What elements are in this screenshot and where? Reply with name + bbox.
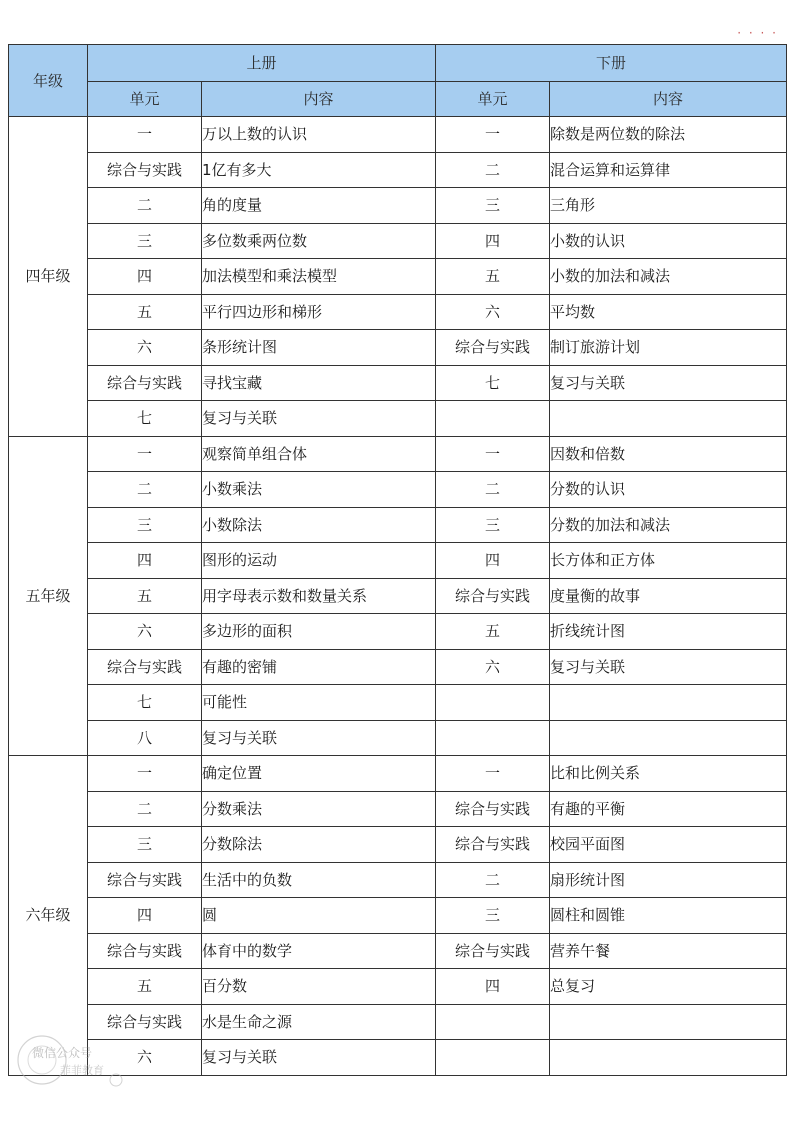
lower-content-cell: 有趣的平衡 — [550, 791, 787, 827]
upper-content-cell: 复习与关联 — [202, 1040, 436, 1076]
table-row — [9, 223, 787, 259]
upper-unit-cell: 二 — [88, 791, 202, 827]
lower-unit-cell: 三 — [436, 898, 550, 934]
lower-content-cell: 度量衡的故事 — [550, 578, 787, 614]
table-row — [9, 614, 787, 650]
curriculum-table — [8, 44, 787, 1076]
lower-unit-cell — [436, 720, 550, 756]
lower-content-cell: 分数的认识 — [550, 472, 787, 508]
lower-unit-header: 单元 — [436, 82, 550, 117]
upper-unit-cell: 综合与实践 — [88, 649, 202, 685]
upper-content-cell: 观察简单组合体 — [202, 436, 436, 472]
lower-content-cell: 小数的加法和减法 — [550, 259, 787, 295]
lower-content-cell: 总复习 — [550, 969, 787, 1005]
upper-unit-cell: 五 — [88, 969, 202, 1005]
watermark-line-1: 微信公众号 — [32, 1046, 93, 1060]
lower-unit-cell: 五 — [436, 259, 550, 295]
lower-content-cell: 平均数 — [550, 294, 787, 330]
lower-content-cell — [550, 1040, 787, 1076]
lower-unit-cell: 一 — [436, 117, 550, 153]
lower-unit-cell: 五 — [436, 614, 550, 650]
upper-unit-cell: 六 — [88, 330, 202, 366]
lower-unit-cell: 四 — [436, 223, 550, 259]
upper-unit-cell: 七 — [88, 401, 202, 437]
watermark-line-2: 菲菲教育 — [60, 1064, 104, 1077]
upper-unit-cell: 一 — [88, 436, 202, 472]
upper-unit-cell: 五 — [88, 578, 202, 614]
grade-label: 六年级 — [9, 756, 88, 1076]
upper-unit-cell: 三 — [88, 827, 202, 863]
lower-unit-cell: 二 — [436, 152, 550, 188]
lower-unit-cell: 六 — [436, 294, 550, 330]
upper-content-cell: 复习与关联 — [202, 401, 436, 437]
upper-unit-cell: 七 — [88, 685, 202, 721]
table-row — [9, 365, 787, 401]
table-row — [9, 898, 787, 934]
table-row — [9, 507, 787, 543]
table-row — [9, 401, 787, 437]
upper-unit-cell: 二 — [88, 188, 202, 224]
lower-unit-cell — [436, 1040, 550, 1076]
lower-content-cell: 圆柱和圆锥 — [550, 898, 787, 934]
upper-content-cell: 1亿有多大 — [202, 152, 436, 188]
lower-unit-cell: 综合与实践 — [436, 578, 550, 614]
lower-unit-cell: 综合与实践 — [436, 933, 550, 969]
upper-content-cell: 水是生命之源 — [202, 1004, 436, 1040]
upper-content-cell: 生活中的负数 — [202, 862, 436, 898]
lower-content-cell — [550, 720, 787, 756]
lower-unit-cell: 二 — [436, 472, 550, 508]
upper-unit-cell: 五 — [88, 294, 202, 330]
upper-content-cell: 平行四边形和梯形 — [202, 294, 436, 330]
upper-content-cell: 小数乘法 — [202, 472, 436, 508]
lower-content-cell: 比和比例关系 — [550, 756, 787, 792]
upper-unit-cell: 综合与实践 — [88, 152, 202, 188]
upper-unit-cell: 四 — [88, 259, 202, 295]
upper-unit-header: 单元 — [88, 82, 202, 117]
table-row — [9, 294, 787, 330]
table-row — [9, 188, 787, 224]
lower-unit-cell: 综合与实践 — [436, 827, 550, 863]
lower-content-cell: 三角形 — [550, 188, 787, 224]
table-row — [9, 117, 787, 153]
table-header — [9, 45, 787, 117]
lower-content-cell — [550, 1004, 787, 1040]
upper-content-cell: 可能性 — [202, 685, 436, 721]
upper-unit-cell: 综合与实践 — [88, 365, 202, 401]
upper-content-header: 内容 — [202, 82, 436, 117]
upper-content-cell: 有趣的密铺 — [202, 649, 436, 685]
table-row — [9, 578, 787, 614]
lower-unit-cell — [436, 685, 550, 721]
table-body — [9, 117, 787, 1076]
lower-unit-cell: 三 — [436, 188, 550, 224]
grade-header: 年级 — [9, 45, 88, 117]
lower-content-cell: 校园平面图 — [550, 827, 787, 863]
lower-unit-cell: 七 — [436, 365, 550, 401]
lower-unit-cell: 六 — [436, 649, 550, 685]
lower-unit-cell: 三 — [436, 507, 550, 543]
upper-unit-cell: 二 — [88, 472, 202, 508]
table-row — [9, 259, 787, 295]
lower-content-cell: 制订旅游计划 — [550, 330, 787, 366]
lower-unit-cell: 综合与实践 — [436, 330, 550, 366]
lower-unit-cell: 二 — [436, 862, 550, 898]
table-row — [9, 933, 787, 969]
table-row — [9, 152, 787, 188]
lower-content-cell: 分数的加法和减法 — [550, 507, 787, 543]
lower-unit-cell — [436, 401, 550, 437]
lower-volume-header: 下册 — [436, 45, 787, 82]
table-row — [9, 827, 787, 863]
grade-label: 五年级 — [9, 436, 88, 756]
table-row — [9, 685, 787, 721]
lower-content-cell: 营养午餐 — [550, 933, 787, 969]
lower-content-cell — [550, 401, 787, 437]
table-row — [9, 862, 787, 898]
upper-content-cell: 用字母表示数和数量关系 — [202, 578, 436, 614]
table-row — [9, 330, 787, 366]
lower-unit-cell — [436, 1004, 550, 1040]
table-row — [9, 472, 787, 508]
upper-unit-cell: 四 — [88, 543, 202, 579]
upper-unit-cell: 四 — [88, 898, 202, 934]
upper-content-cell: 加法模型和乘法模型 — [202, 259, 436, 295]
lower-content-header: 内容 — [550, 82, 787, 117]
upper-content-cell: 条形统计图 — [202, 330, 436, 366]
lower-content-cell: 小数的认识 — [550, 223, 787, 259]
upper-content-cell: 图形的运动 — [202, 543, 436, 579]
lower-content-cell: 折线统计图 — [550, 614, 787, 650]
upper-content-cell: 体育中的数学 — [202, 933, 436, 969]
lower-content-cell: 长方体和正方体 — [550, 543, 787, 579]
lower-content-cell: 复习与关联 — [550, 365, 787, 401]
table-row — [9, 791, 787, 827]
grade-label: 四年级 — [9, 117, 88, 437]
table-row — [9, 436, 787, 472]
upper-content-cell: 多位数乘两位数 — [202, 223, 436, 259]
upper-content-cell: 角的度量 — [202, 188, 436, 224]
upper-content-cell: 确定位置 — [202, 756, 436, 792]
lower-unit-cell: 一 — [436, 436, 550, 472]
upper-unit-cell: 三 — [88, 507, 202, 543]
upper-content-cell: 分数除法 — [202, 827, 436, 863]
lower-unit-cell: 四 — [436, 969, 550, 1005]
upper-volume-header: 上册 — [88, 45, 436, 82]
upper-content-cell: 分数乘法 — [202, 791, 436, 827]
table-row — [9, 756, 787, 792]
lower-unit-cell: 综合与实践 — [436, 791, 550, 827]
upper-unit-cell: 综合与实践 — [88, 862, 202, 898]
upper-unit-cell: 一 — [88, 756, 202, 792]
upper-unit-cell: 综合与实践 — [88, 1004, 202, 1040]
upper-unit-cell: 一 — [88, 117, 202, 153]
upper-content-cell: 复习与关联 — [202, 720, 436, 756]
upper-unit-cell: 三 — [88, 223, 202, 259]
table-row — [9, 720, 787, 756]
lower-content-cell: 除数是两位数的除法 — [550, 117, 787, 153]
watermark — [12, 1030, 132, 1090]
table-row — [9, 649, 787, 685]
upper-content-cell: 圆 — [202, 898, 436, 934]
lower-content-cell: 因数和倍数 — [550, 436, 787, 472]
upper-content-cell: 小数除法 — [202, 507, 436, 543]
upper-content-cell: 万以上数的认识 — [202, 117, 436, 153]
lower-content-cell — [550, 685, 787, 721]
upper-unit-cell: 综合与实践 — [88, 933, 202, 969]
lower-unit-cell: 四 — [436, 543, 550, 579]
lower-content-cell: 复习与关联 — [550, 649, 787, 685]
upper-content-cell: 寻找宝藏 — [202, 365, 436, 401]
upper-unit-cell: 八 — [88, 720, 202, 756]
upper-unit-cell: 六 — [88, 1040, 202, 1076]
lower-content-cell: 扇形统计图 — [550, 862, 787, 898]
upper-unit-cell: 六 — [88, 614, 202, 650]
lower-content-cell: 混合运算和运算律 — [550, 152, 787, 188]
upper-content-cell: 多边形的面积 — [202, 614, 436, 650]
upper-content-cell: 百分数 — [202, 969, 436, 1005]
corner-decoration: · · · · — [737, 26, 778, 40]
lower-unit-cell: 一 — [436, 756, 550, 792]
table-row — [9, 969, 787, 1005]
table-row — [9, 543, 787, 579]
